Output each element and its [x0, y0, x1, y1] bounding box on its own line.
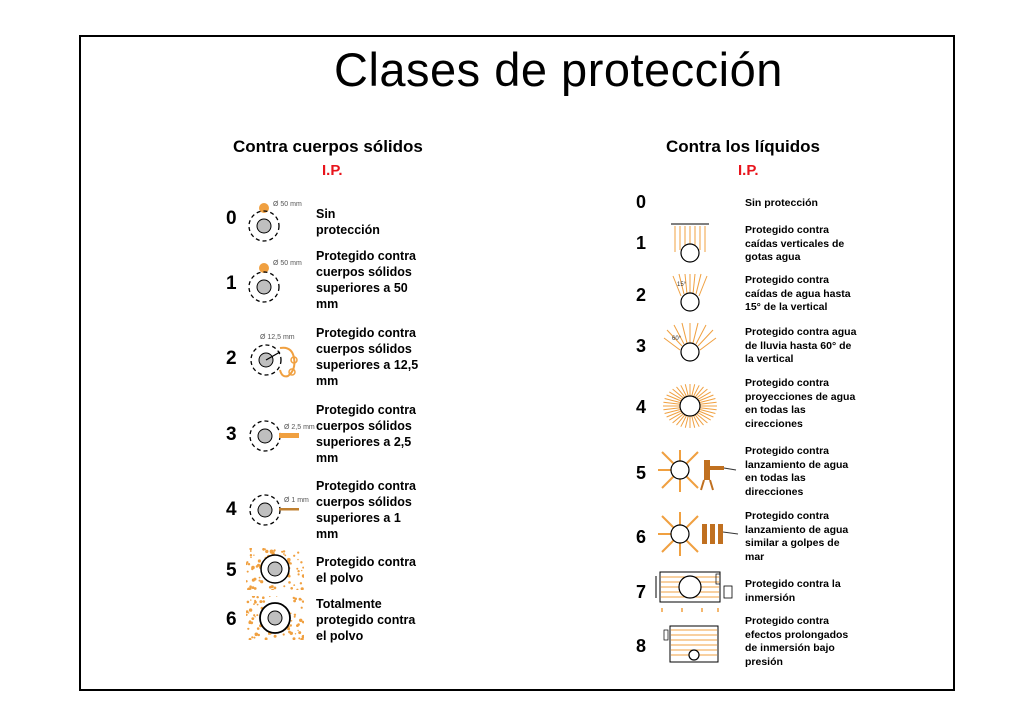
splashing-icon	[662, 378, 718, 434]
right-item-number: 6	[636, 527, 647, 547]
finger-12-5mm-icon	[244, 330, 316, 384]
right-item-text: Protegido contra caídas de agua hasta 15° de la vertical	[745, 274, 851, 313]
left-item-number: 6	[226, 609, 237, 630]
left-item-number: 0	[226, 208, 237, 229]
left-item-text: Protegido contra cuerpos sólidos superiores a 1 mm	[316, 479, 417, 541]
right-item-number: 1	[636, 233, 647, 253]
left-item-number: 3	[226, 424, 237, 445]
dust-icon	[246, 548, 304, 590]
left-item-text: Totalmente protegido contra el polvo	[316, 597, 416, 643]
diameter-label: Ø 12,5 mm	[260, 334, 295, 341]
right-item-number: 5	[636, 463, 647, 483]
left-heading: Contra cuerpos sólidos	[233, 137, 423, 156]
right-item-text: Protegido contra lanzamiento de agua similar a golpes de mar	[745, 510, 849, 563]
diameter-label: Ø 50 mm	[273, 201, 302, 208]
left-item-text: Protegido contra el polvo	[316, 555, 417, 585]
right-item-number: 3	[636, 336, 647, 356]
water-jet-icon	[656, 448, 738, 496]
left-item-number: 4	[226, 499, 237, 520]
right-item-number: 4	[636, 397, 647, 417]
right-item-text: Protegido contra la inmersión	[745, 578, 841, 604]
sphere-50mm-icon	[245, 255, 315, 307]
right-item-number: 7	[636, 582, 647, 602]
right-item-text: Protegido contra efectos prolongados de inmersión bajo presión	[745, 615, 849, 668]
left-item-text: Protegido contra cuerpos sólidos superiores a 2,5 mm	[316, 403, 417, 465]
right-item-text: Sin protección	[745, 197, 818, 209]
left-item-text: Protegido contra cuerpos sólidos superiores a 12,5 mm	[316, 326, 419, 388]
heavy-seas-icon	[656, 510, 742, 558]
page-title: Clases de protección	[334, 43, 783, 96]
right-item-number: 2	[636, 285, 647, 305]
immersion-icon	[652, 568, 742, 616]
right-item-number: 8	[636, 636, 647, 656]
right-item-text: Protegido contra lanzamiento de agua en todas las direcciones	[745, 445, 849, 498]
right-item-text: Protegido contra proyecciones de agua en todas las cirecciones	[745, 377, 856, 430]
right-item-text: Protegido contra caídas verticales de gotas agua	[745, 224, 845, 263]
sphere-50mm-icon	[245, 197, 315, 245]
submersion-icon	[662, 622, 726, 666]
diameter-label: Ø 50 mm	[273, 260, 302, 267]
left-item-text: Sin protección	[316, 207, 380, 237]
left-item-number: 1	[226, 273, 237, 294]
right-heading: Contra los líquidos	[666, 137, 820, 156]
right-item-number: 0	[636, 192, 647, 212]
left-item-number: 2	[226, 348, 237, 369]
diameter-label: Ø 2,5 mm	[284, 424, 315, 431]
left-item-number: 5	[226, 560, 237, 581]
right-item-text: Protegido contra agua de lluvia hasta 60° de la vertical	[745, 326, 857, 365]
drops-15deg-icon	[665, 272, 715, 314]
wire-1mm-icon	[244, 490, 318, 532]
angle-label: 60°	[672, 336, 682, 342]
dust-tight-icon	[246, 596, 304, 640]
angle-label: 15°	[677, 282, 687, 288]
vertical-drops-icon	[665, 222, 715, 264]
left-item-text: Protegido contra cuerpos sólidos superiores a 50 mm	[316, 249, 417, 311]
rain-60deg-icon	[662, 322, 718, 366]
right-ip-label: I.P.	[738, 162, 759, 179]
wire-2-5mm-icon	[244, 416, 318, 458]
left-ip-label: I.P.	[322, 162, 343, 179]
diameter-label: Ø 1 mm	[284, 497, 309, 504]
